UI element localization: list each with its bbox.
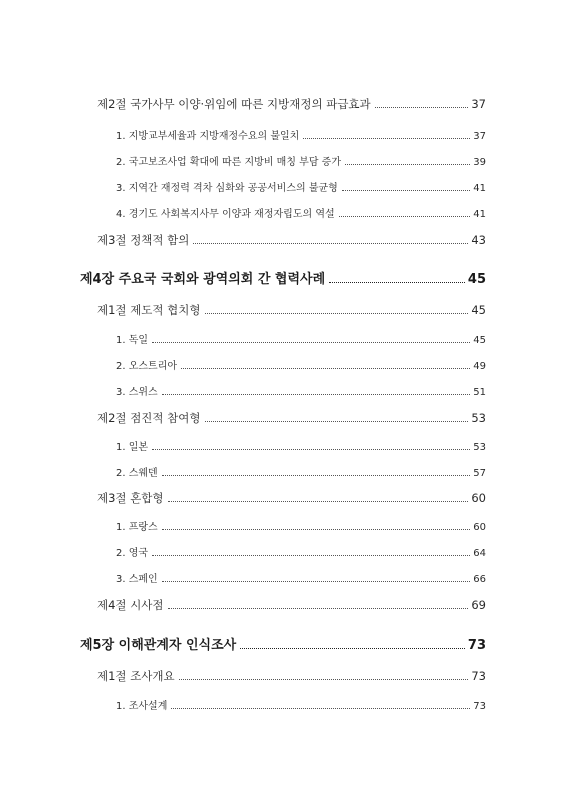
toc-page-number: 73 — [467, 638, 486, 653]
toc-page-number: 57 — [473, 468, 486, 479]
dot-leader — [179, 679, 469, 680]
toc-entry-chapter[interactable] — [80, 268, 486, 287]
dot-leader — [205, 313, 469, 314]
dot-leader — [162, 581, 471, 582]
toc-entry-label: 4. 경기도 사회복지사무 이양과 재정자립도의 역설 — [116, 209, 335, 220]
toc-entry-label: 제3절 정책적 함의 — [97, 233, 190, 247]
dot-leader — [193, 243, 468, 244]
dot-leader — [329, 282, 465, 283]
toc-page-number: 43 — [471, 233, 486, 247]
toc-entry-section[interactable] — [97, 232, 486, 248]
toc-page-number: 37 — [471, 97, 486, 111]
dot-leader — [339, 216, 471, 217]
toc-entry-label: 3. 스페인 — [116, 574, 158, 585]
toc-page-number: 73 — [473, 701, 486, 712]
toc-entry-subsection[interactable] — [116, 357, 486, 372]
toc-entry-label: 2. 오스트리아 — [116, 361, 178, 372]
toc-entry-label: 제2절 국가사무 이양·위임에 따른 지방재정의 파급효과 — [97, 97, 371, 111]
dot-leader — [303, 138, 470, 139]
toc-page-number: 53 — [471, 411, 486, 425]
toc-page-number: 39 — [473, 157, 486, 168]
toc-entry-label: 제1절 제도적 협치형 — [97, 303, 201, 317]
toc-entry-chapter[interactable] — [80, 634, 486, 653]
toc-entry-subsection[interactable] — [116, 383, 486, 398]
toc-page-number: 69 — [471, 598, 486, 612]
toc-entry-subsection[interactable] — [116, 570, 486, 585]
toc-page-number: 60 — [473, 522, 486, 533]
toc-page-number: 49 — [473, 361, 486, 372]
toc-page-number: 53 — [473, 442, 486, 453]
toc-entry-label: 제2절 점진적 참여형 — [97, 411, 201, 425]
toc-page-number: 51 — [473, 387, 486, 398]
toc-entry-label: 1. 독일 — [116, 335, 149, 346]
toc-page-number: 37 — [473, 131, 486, 142]
toc-page-number: 45 — [471, 303, 486, 317]
toc-entry-label: 제4절 시사점 — [97, 598, 164, 612]
toc-entry-label: 2. 영국 — [116, 548, 149, 559]
toc-page-number: 73 — [471, 669, 486, 683]
toc-entry-label: 1. 지방교부세율과 지방재정수요의 불일치 — [116, 131, 300, 142]
dot-leader — [205, 421, 469, 422]
toc-entry-label: 제3절 혼합형 — [97, 491, 164, 505]
toc-entry-subsection[interactable] — [116, 331, 486, 346]
dot-leader — [152, 342, 470, 343]
toc-entry-label: 2. 스웨덴 — [116, 468, 158, 479]
dot-leader — [375, 107, 469, 108]
dot-leader — [171, 708, 470, 709]
toc-entry-subsection[interactable] — [116, 438, 486, 453]
toc-entry-label: 3. 스위스 — [116, 387, 158, 398]
toc-entry-label: 1. 프랑스 — [116, 522, 158, 533]
toc-entry-section[interactable] — [97, 597, 486, 613]
dot-leader — [240, 648, 465, 649]
toc-page-number: 41 — [473, 209, 486, 220]
toc-entry-label: 제5장 이해관계자 인식조사 — [80, 638, 237, 653]
toc-entry-subsection[interactable] — [116, 153, 486, 168]
toc-entry-subsection[interactable] — [116, 205, 486, 220]
dot-leader — [152, 449, 470, 450]
toc-entry-label: 제4장 주요국 국회와 광역의회 간 협력사례 — [80, 272, 326, 287]
toc-entry-subsection[interactable] — [116, 697, 486, 712]
dot-leader — [342, 190, 470, 191]
toc-entry-section[interactable] — [97, 668, 486, 684]
toc-entry-label: 1. 조사설계 — [116, 701, 168, 712]
dot-leader — [168, 608, 469, 609]
toc-page-number: 45 — [473, 335, 486, 346]
toc-entry-label: 3. 지역간 재정력 격차 심화와 공공서비스의 불균형 — [116, 183, 338, 194]
toc-entry-label: 제1절 조사개요 — [97, 669, 175, 683]
toc-page-number: 45 — [467, 272, 486, 287]
toc-entry-subsection[interactable] — [116, 127, 486, 142]
toc-entry-section[interactable] — [97, 410, 486, 426]
dot-leader — [162, 475, 471, 476]
dot-leader — [345, 164, 470, 165]
toc-entry-section[interactable] — [97, 302, 486, 318]
dot-leader — [181, 368, 470, 369]
toc-page-number: 66 — [473, 574, 486, 585]
toc-entry-subsection[interactable] — [116, 544, 486, 559]
toc-entry-label: 2. 국고보조사업 확대에 따른 지방비 매칭 부담 증가 — [116, 157, 341, 168]
dot-leader — [168, 501, 469, 502]
toc-entry-label: 1. 일본 — [116, 442, 149, 453]
toc-entry-subsection[interactable] — [116, 518, 486, 533]
toc-entry-section[interactable] — [97, 490, 486, 506]
toc-page-number: 41 — [473, 183, 486, 194]
dot-leader — [162, 529, 471, 530]
dot-leader — [152, 555, 470, 556]
dot-leader — [162, 394, 471, 395]
toc-entry-subsection[interactable] — [116, 179, 486, 194]
toc-entry-subsection[interactable] — [116, 464, 486, 479]
toc-page-number: 64 — [473, 548, 486, 559]
toc-entry-section[interactable] — [97, 96, 486, 112]
toc-page-number: 60 — [471, 491, 486, 505]
